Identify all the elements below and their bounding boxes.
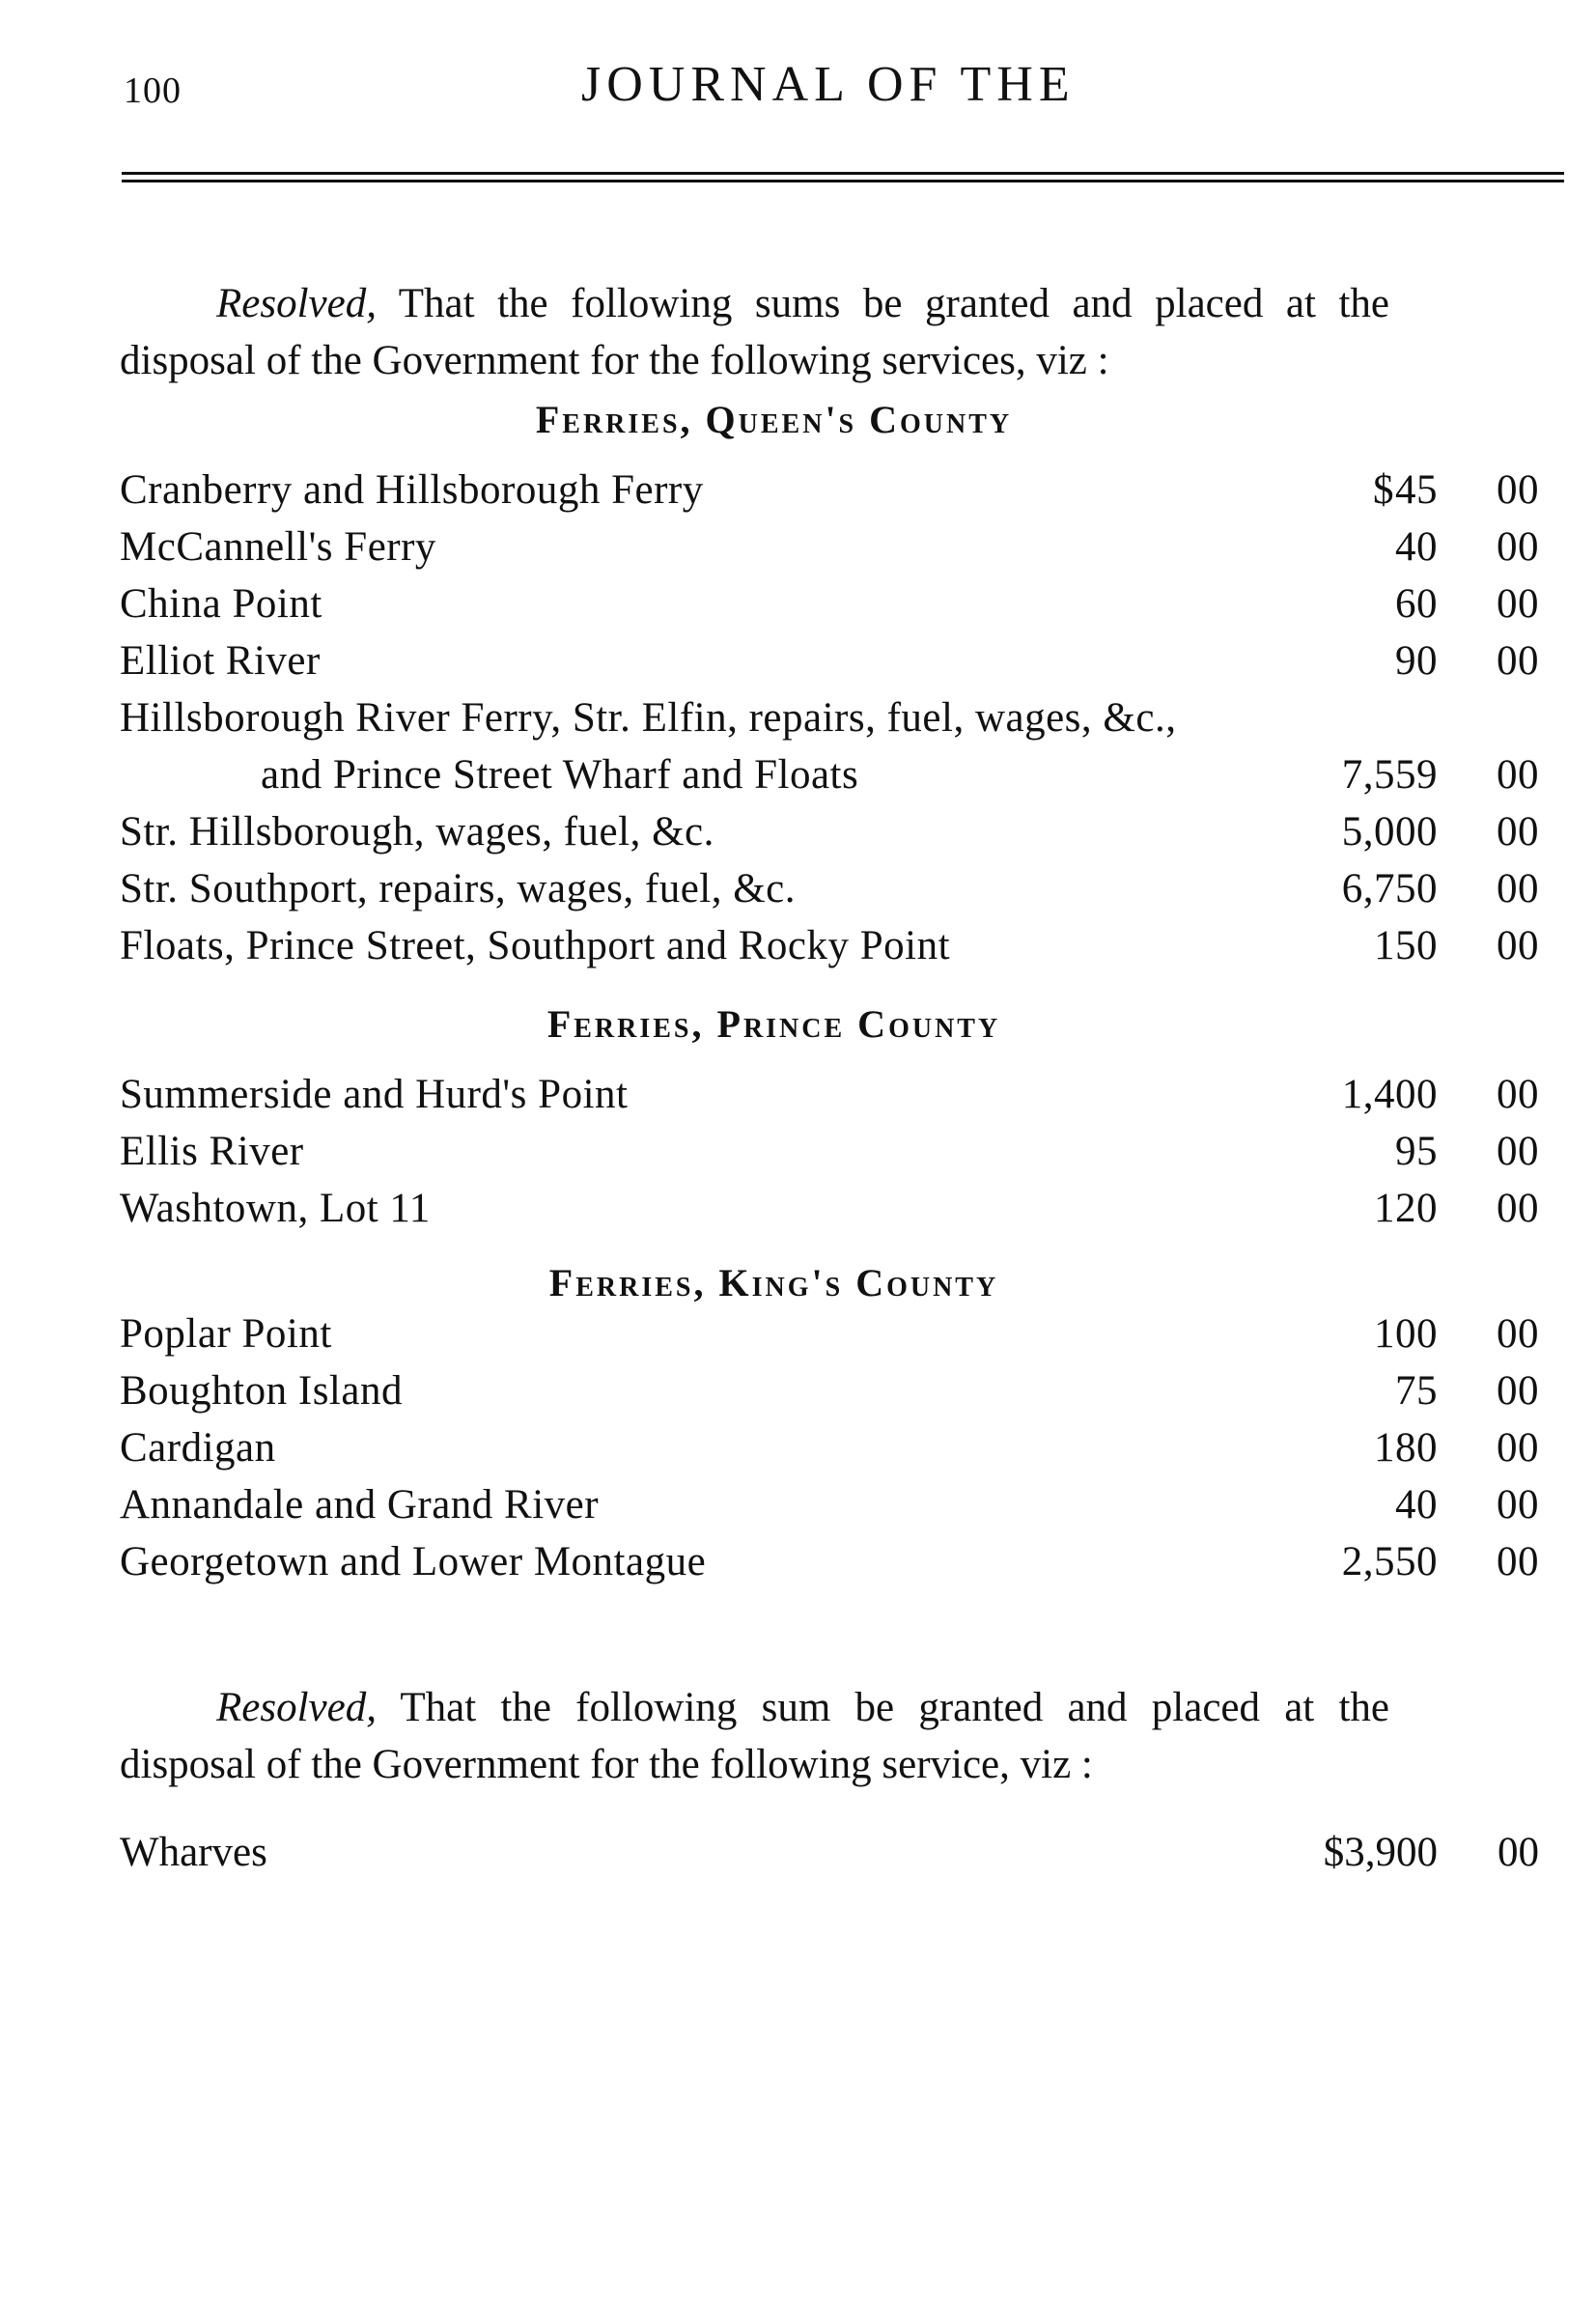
list-item [120,1180,1539,1237]
item-dollars: 45 [1395,467,1438,513]
item-cents: 00 [1497,1311,1539,1357]
list-item [120,1066,1539,1123]
item-cents: 00 [1497,467,1539,513]
item-cents: 00 [1498,1830,1539,1875]
item-dollars: 40 [1395,524,1438,570]
list-item [120,803,1539,860]
kings-county-list [120,1305,1539,1590]
list-item [120,462,1539,519]
item-dollars: 180 [1374,1425,1438,1471]
section-heading-kings-county: Ferries, King's County [548,1261,999,1304]
list-item [120,1123,1539,1180]
running-head [0,56,1596,124]
item-cents: 00 [1497,581,1539,627]
item-label: Wharves [120,1830,267,1875]
list-item [120,689,1539,803]
queens-county-list [120,462,1539,974]
item-cents: 00 [1497,1072,1539,1117]
item-cents: 00 [1497,1368,1539,1414]
list-item [120,1476,1539,1533]
resolution-lead: Resolved, [216,281,377,326]
list-item [120,860,1539,917]
item-label: Poplar Point [120,1311,332,1357]
item-label: China Point [120,581,322,627]
list-item [120,1305,1539,1362]
header-double-rule [122,172,1564,182]
item-dollars: 95 [1395,1129,1438,1174]
item-label: Floats, Prince Street, Southport and Rocky Point [120,923,951,968]
item-cents: 00 [1497,866,1539,911]
item-cents: 00 [1497,752,1539,798]
resolution-text: That the following sums be granted and placed at the disposal of the Government for the following services, viz : [120,281,1389,383]
list-item [120,1362,1539,1419]
item-label: Summerside and Hurd's Point [120,1072,629,1117]
item-dollars: 60 [1395,581,1438,627]
item-label: Washtown, Lot 11 [120,1186,431,1231]
item-dollars: 90 [1395,638,1438,684]
item-dollars: 5,000 [1341,809,1438,855]
list-item [120,1533,1539,1590]
item-label: Cranberry and Hillsborough Ferry [120,467,704,513]
resolution-services [120,275,1389,389]
dollar-sign: $ [1373,467,1394,513]
item-label-continuation: and Prince Street Wharf and Floats [261,752,859,798]
page-body [120,275,1539,1881]
item-label: Georgetown and Lower Montague [120,1539,707,1584]
item-dollars: 1,400 [1341,1072,1438,1117]
list-item [120,1419,1539,1476]
item-dollars: 120 [1374,1186,1438,1231]
list-item [120,632,1539,689]
list-item [120,917,1539,974]
item-cents: 00 [1497,1186,1539,1231]
resolution-lead: Resolved, [216,1685,377,1730]
item-cents: 00 [1497,638,1539,684]
item-label: Str. Southport, repairs, wages, fuel, &c. [120,866,797,911]
item-label: Boughton Island [120,1368,403,1414]
item-label: Ellis River [120,1129,304,1174]
item-label: Annandale and Grand River [120,1482,600,1528]
item-cents: 00 [1497,524,1539,570]
item-dollars: $3,900 [1323,1830,1438,1875]
item-dollars: 40 [1395,1482,1438,1528]
wharves-line [120,1824,1539,1881]
item-label: Cardigan [120,1425,276,1471]
item-cents: 00 [1497,1425,1539,1471]
prince-county-list [120,1066,1539,1237]
list-item [120,519,1539,575]
item-dollars: 6,750 [1341,866,1438,911]
section-heading-prince-county: Ferries, Prince County [546,1002,1001,1046]
item-dollars: 7,559 [1341,752,1438,798]
item-cents: 00 [1497,809,1539,855]
page-number: 100 [124,70,182,111]
resolution-service [120,1679,1389,1793]
section-heading-queens-county: Ferries, Queen's County [535,398,1013,441]
item-cents: 00 [1497,1482,1539,1528]
item-label: Hillsborough River Ferry, Str. Elfin, repairs, fuel, wages, &c., [120,695,1177,741]
item-dollars: 75 [1395,1368,1438,1414]
list-item [120,575,1539,632]
running-title: JOURNAL OF THE [581,57,1076,112]
item-label: Elliot River [120,638,321,684]
item-dollars: 150 [1374,923,1438,968]
resolution-text: That the following sum be granted and placed at the disposal of the Government for the following service, viz : [120,1685,1389,1787]
item-cents: 00 [1497,1129,1539,1174]
item-label: McCannell's Ferry [120,524,436,570]
item-cents: 00 [1497,923,1539,968]
item-label: Str. Hillsborough, wages, fuel, &c. [120,809,714,855]
item-cents: 00 [1497,1539,1539,1584]
item-dollars: 2,550 [1341,1539,1438,1584]
item-dollars: 100 [1374,1311,1438,1357]
